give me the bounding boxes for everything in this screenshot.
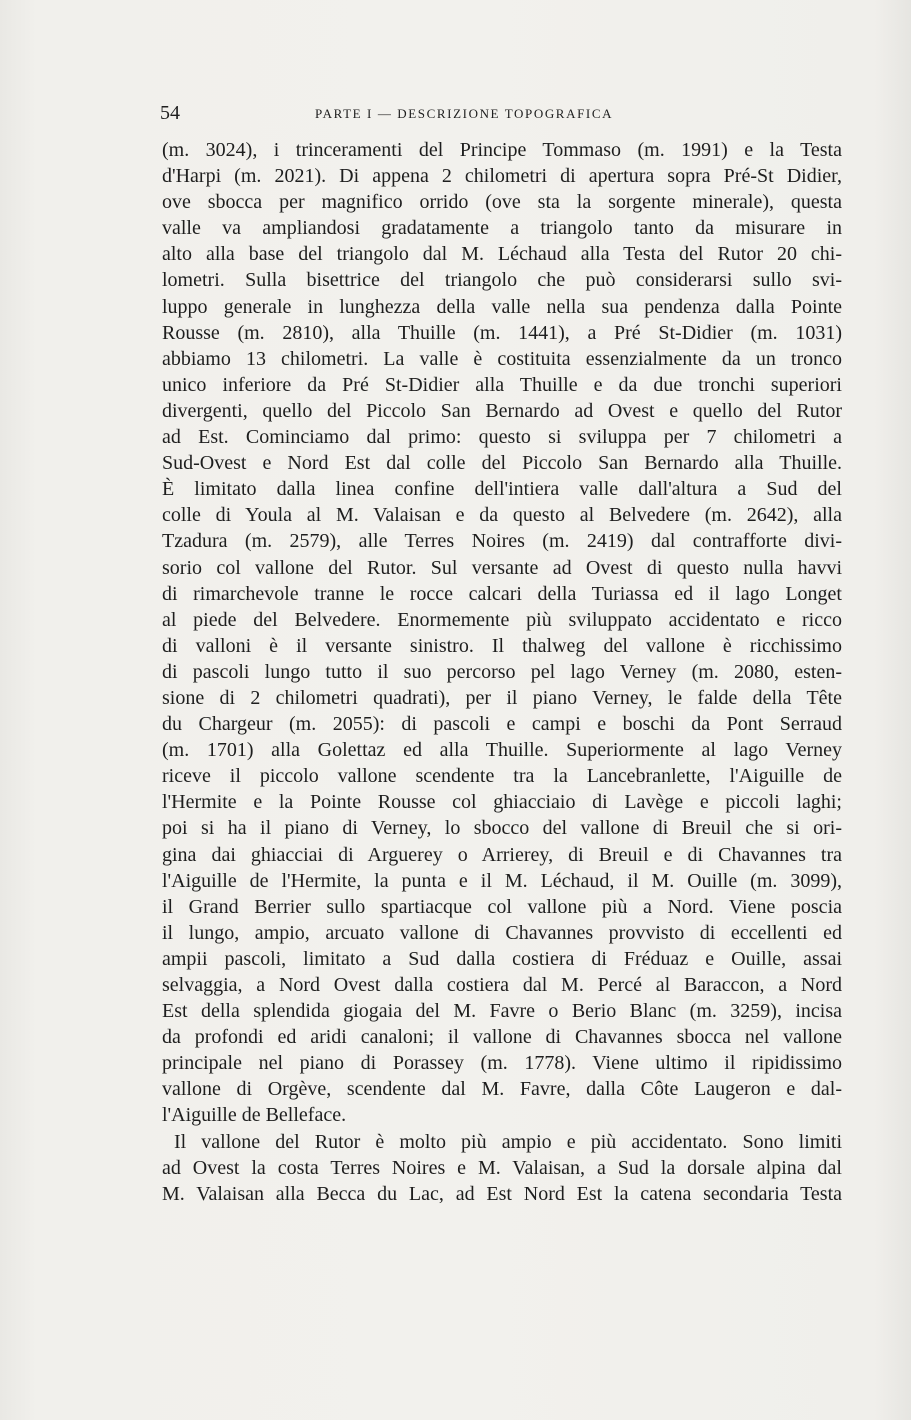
text-line: divergenti, quello del Piccolo San Bernardo ad Ovest e quello del Rutor bbox=[162, 399, 842, 422]
text-line: colle di Youla al M. Valaisan e da questo al Belvedere (m. 2642), alla bbox=[162, 504, 842, 527]
text-line: ampii pascoli, limitato a Sud dalla costiera di Fréduaz e Ouille, assai bbox=[162, 947, 842, 970]
text-line: du Chargeur (m. 2055): di pascoli e campi e boschi da Pont Serraud bbox=[162, 713, 842, 736]
text-line-paragraph-end: l'Aiguille de Belleface. bbox=[162, 1104, 347, 1127]
page-header bbox=[160, 102, 850, 126]
text-line: di valloni è il versante sinistro. Il thalweg del vallone è ricchissimo bbox=[162, 634, 842, 657]
text-line: alto alla base del triangolo dal M. Léchaud alla Testa del Rutor 20 chi- bbox=[162, 243, 842, 266]
text-line: unico inferiore da Pré St-Didier alla Thuille e da due tronchi superiori bbox=[162, 373, 842, 396]
text-line: d'Harpi (m. 2021). Di appena 2 chilometri di apertura sopra Pré-St Didier, bbox=[162, 165, 842, 188]
text-line: valle va ampliandosi gradatamente a triangolo tanto da misurare in bbox=[162, 217, 842, 240]
text-line: È limitato dalla linea confine dell'intiera valle dall'altura a Sud del bbox=[162, 478, 842, 501]
page-number: 54 bbox=[160, 102, 180, 124]
text-line: Est della splendida giogaia del M. Favre o Berio Blanc (m. 3259), incisa bbox=[162, 1000, 842, 1023]
text-line: vallone di Orgève, scendente dal M. Favre, dalla Côte Laugeron e dal- bbox=[162, 1078, 842, 1101]
text-line: Tzadura (m. 2579), alle Terres Noires (m. 2419) dal contrafforte divi- bbox=[162, 530, 842, 553]
text-line-paragraph-start: Il vallone del Rutor è molto più ampio e più accidentato. Sono limiti bbox=[174, 1130, 842, 1153]
text-line: il lungo, ampio, arcuato vallone di Chavannes provvisto di eccellenti ed bbox=[162, 921, 842, 944]
text-line: selvaggia, a Nord Ovest dalla costiera dal M. Percé al Baraccon, a Nord bbox=[162, 974, 842, 996]
text-line: ad Ovest la costa Terres Noires e M. Valaisan, a Sud la dorsale alpina dal bbox=[162, 1156, 842, 1179]
text-line: sione di 2 chilometri quadrati), per il piano Verney, le falde della Tête bbox=[162, 686, 842, 709]
text-line: ad Est. Cominciamo dal primo: questo si sviluppa per 7 chilometri a bbox=[162, 426, 842, 449]
text-line: Rousse (m. 2810), alla Thuille (m. 1441), a Pré St-Didier (m. 1031) bbox=[162, 321, 842, 344]
text-line: l'Hermite e la Pointe Rousse col ghiacciaio di Lavège e piccoli laghi; bbox=[162, 791, 842, 814]
text-line: (m. 3024), i trinceramenti del Principe Tommaso (m. 1991) e la Testa bbox=[162, 139, 842, 161]
text-line: sorio col vallone del Rutor. Sul versante ad Ovest di questo nulla havvi bbox=[162, 556, 842, 579]
text-line: luppo generale in lunghezza della valle nella sua pendenza dalla Pointe bbox=[162, 295, 842, 318]
text-line: riceve il piccolo vallone scendente tra la Lancebranlette, l'Aiguille de bbox=[162, 765, 842, 788]
text-line: lometri. Sulla bisettrice del triangolo che può considerarsi sullo svi- bbox=[162, 269, 842, 292]
text-line: ove sbocca per magnifico orrido (ove sta la sorgente minerale), questa bbox=[162, 191, 842, 214]
running-head: PARTE I — DESCRIZIONE TOPOGRAFICA bbox=[315, 106, 614, 121]
text-line: di pascoli lungo tutto il suo percorso pel lago Verney (m. 2080, esten- bbox=[162, 660, 842, 683]
text-line: poi si ha il piano di Verney, lo sbocco del vallone di Breuil che si ori- bbox=[162, 817, 842, 840]
text-line: principale nel piano di Porassey (m. 1778). Viene ultimo il ripidissimo bbox=[162, 1052, 842, 1075]
text-line: il Grand Berrier sullo spartiacque col vallone più a Nord. Viene poscia bbox=[162, 895, 842, 918]
text-line: gina dai ghiacciai di Arguerey o Arrierey, di Breuil e di Chavannes tra bbox=[162, 843, 842, 866]
text-line: M. Valaisan alla Becca du Lac, ad Est Nord Est la catena secondaria Testa bbox=[162, 1182, 842, 1205]
text-line: (m. 1701) alla Golettaz ed alla Thuille. Superiormente al lago Verney bbox=[162, 739, 842, 762]
text-line: da profondi ed aridi canaloni; il vallone di Chavannes sbocca nel vallone bbox=[162, 1026, 842, 1049]
text-line: Sud-Ovest e Nord Est dal colle del Piccolo San Bernardo alla Thuille. bbox=[162, 452, 842, 475]
text-line: abbiamo 13 chilometri. La valle è costituita essenzialmente da un tronco bbox=[162, 347, 842, 370]
text-line: di rimarchevole tranne le rocce calcari della Turiassa ed il lago Longet bbox=[162, 582, 842, 605]
text-line: al piede del Belvedere. Enormemente più sviluppato accidentato e ricco bbox=[162, 608, 842, 631]
body-text bbox=[162, 137, 842, 1207]
text-line: l'Aiguille de l'Hermite, la punta e il M. Léchaud, il M. Ouille (m. 3099), bbox=[162, 869, 842, 892]
